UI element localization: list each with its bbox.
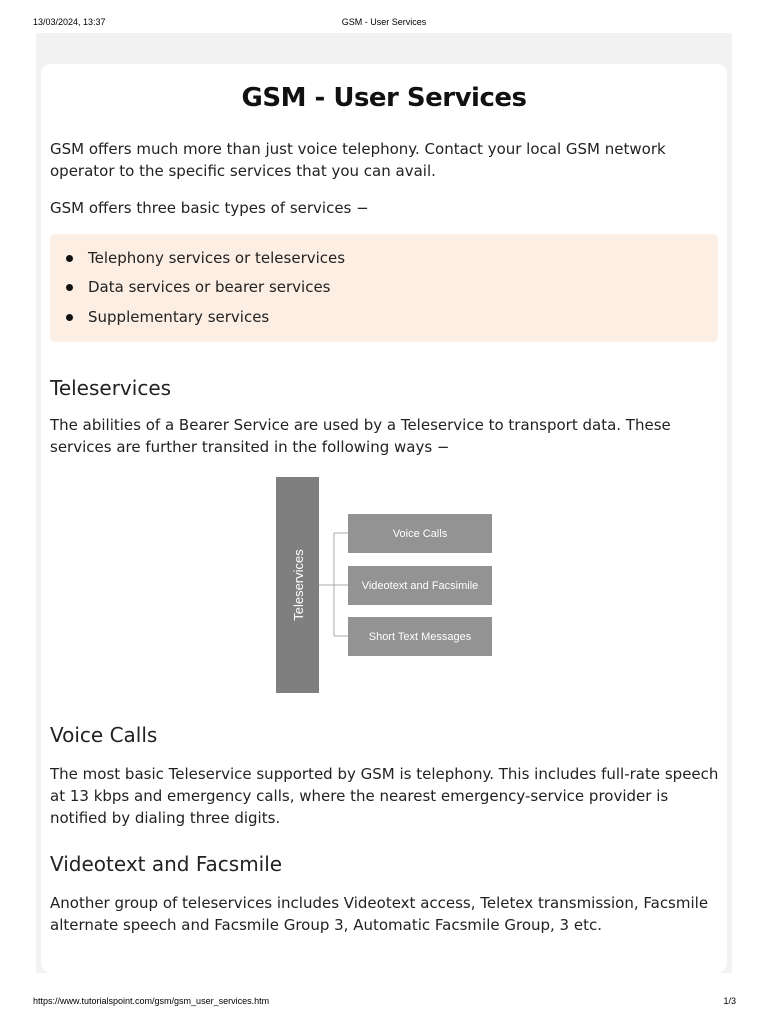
voice-calls-paragraph: The most basic Teleservice supported by GSM is telephony. This includes full-rate speech at 13 kbps and emergency calls, where the nearest emergency-service provider is notified by dialing three digits. [50,765,719,827]
bullet-icon [66,255,73,262]
print-doc-title: GSM - User Services [341,17,427,27]
intro-paragraph: GSM offers much more than just voice telephony. Contact your local GSM network operator to the specific services that you can avail. [50,140,666,180]
print-datetime: 13/03/2024, 13:37 [33,17,106,27]
list-item-label: Data services or bearer services [88,278,331,296]
videotext-paragraph: Another group of teleservices includes Videotext access, Teletex transmission, Facsmile alternate speech and Facsmile Group 3, Automatic Facsmile Group, 3 etc. [50,894,709,934]
page-number: 1/3 [723,996,736,1006]
service-types-box [50,234,718,342]
diagram-branch-label: Short Text Messages [368,631,472,643]
videotext-heading: Videotext and Facsmile [50,852,283,876]
diagram-branch-label: Voice Calls [392,528,448,540]
page-title: GSM - User Services [241,83,527,113]
voice-calls-heading: Voice Calls [50,723,158,747]
list-item-label: Supplementary services [88,308,270,326]
page-url: https://www.tutorialspoint.com/gsm/gsm_user_services.htm [33,996,270,1006]
teleservices-diagram [270,470,500,700]
types-intro-paragraph: GSM offers three basic types of services − [50,199,369,217]
bullet-icon [66,284,73,291]
teleservices-heading: Teleservices [50,376,172,400]
bullet-icon [66,314,73,321]
list-item-label: Telephony services or teleservices [88,249,346,267]
diagram-root-label: Teleservices [291,549,306,621]
diagram-branch-label: Videotext and Facsimile [361,580,479,592]
teleservices-paragraph: The abilities of a Bearer Service are used by a Teleservice to transport data. These services are further transited in the following ways − [50,416,671,456]
